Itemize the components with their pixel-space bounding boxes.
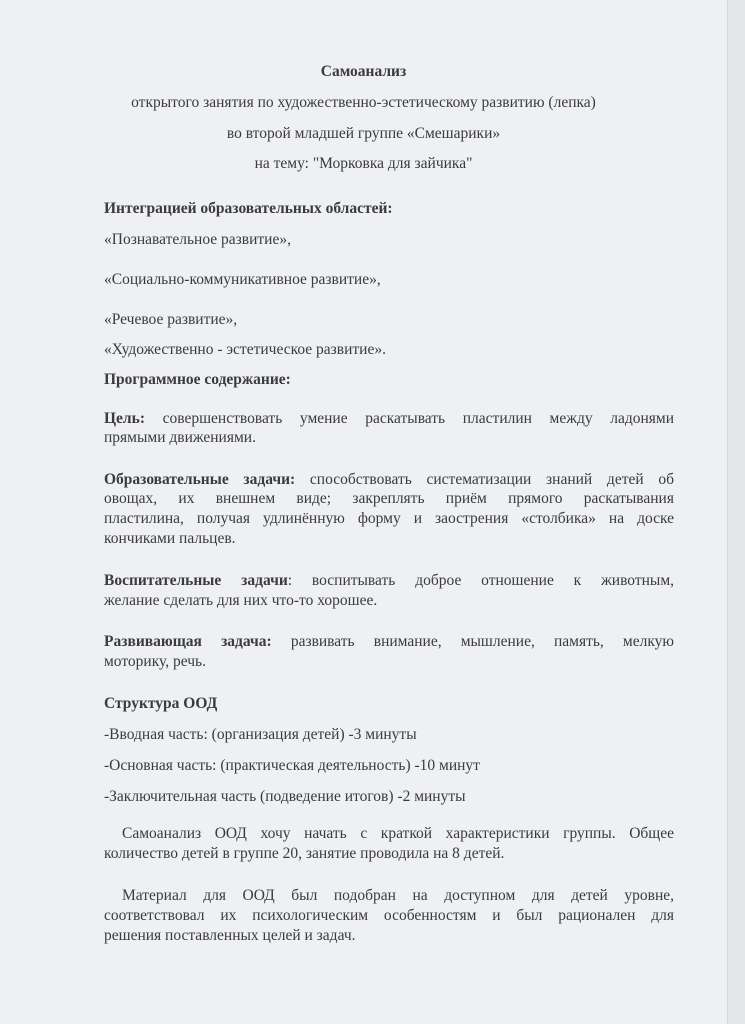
subtitle-line-2: во второй младшей группе «Смешарики» (226, 125, 501, 142)
upbringing-paragraph-line (104, 571, 674, 591)
analysis-p2-line-2: соответствовал их психологическим особенностям и был рационален для (104, 907, 674, 924)
integration-heading: Интеграцией образовательных областей: (104, 200, 393, 217)
program-heading: Программное содержание: (104, 371, 291, 388)
integration-item: «Познавательное развитие», (104, 231, 291, 248)
analysis-p1-line-1: Самоанализ ООД хочу начать с краткой характеристики группы. Общее (122, 825, 674, 842)
analysis-p2-line-1: Материал для ООД был подобран на доступном для детей уровне, (122, 887, 674, 904)
analysis-p2-line-3: решения поставленных целей и задач. (104, 927, 356, 944)
structure-item: -Основная часть: (практическая деятельность) -10 минут (104, 757, 480, 774)
scan-edge (728, 0, 745, 1024)
integration-item: «Речевое развитие», (104, 311, 238, 328)
dev-label: Развивающая задача: (104, 633, 272, 650)
edu-paragraph-line (104, 470, 674, 490)
edu-label: Образовательные задачи: (104, 471, 296, 488)
goal-paragraph-line (104, 409, 674, 429)
subtitle-line-3: на тему: "Морковка для зайчика" (254, 155, 473, 172)
edu-text: способствовать систематизации знаний детей об (309, 471, 674, 488)
goal-text: совершенствовать умение раскатывать пластилин между ладонями (162, 410, 674, 427)
upbringing-text: : воспитывать доброе отношение к животным, (287, 572, 674, 589)
edu-text-line-2: овощах, их внешнем виде; закреплять приём прямого раскатывания (104, 490, 674, 507)
goal-text-line-2: прямыми движениями. (104, 429, 256, 446)
upbringing-label: Воспитательные задачи (104, 572, 288, 589)
document-title: Самоанализ (320, 63, 407, 80)
structure-heading: Структура ООД (104, 695, 218, 712)
integration-item: «Художественно - эстетическое развитие». (104, 341, 386, 358)
goal-label: Цель: (104, 410, 145, 427)
dev-text: развивать внимание, мышление, память, мелкую (290, 633, 674, 650)
subtitle-line-1: открытого занятия по художественно-эстетическому развитию (лепка) (131, 94, 596, 111)
upbringing-text-line-2: желание сделать для них что-то хорошее. (104, 592, 378, 609)
edu-text-line-4: кончиками пальцев. (104, 530, 236, 547)
dev-text-line-2: моторику, речь. (104, 653, 206, 670)
edu-text-line-3: пластилина, получая удлинённую форму и заострения «столбика» на доске (104, 510, 674, 527)
analysis-p1-line-2: количество детей в группе 20, занятие проводила на 8 детей. (104, 845, 505, 862)
dev-paragraph-line (104, 632, 674, 652)
structure-item: -Вводная часть: (организация детей) -3 минуты (104, 726, 417, 743)
structure-item: -Заключительная часть (подведение итогов) -2 минуты (104, 788, 466, 805)
integration-item: «Социально-коммуникативное развитие», (104, 271, 381, 288)
